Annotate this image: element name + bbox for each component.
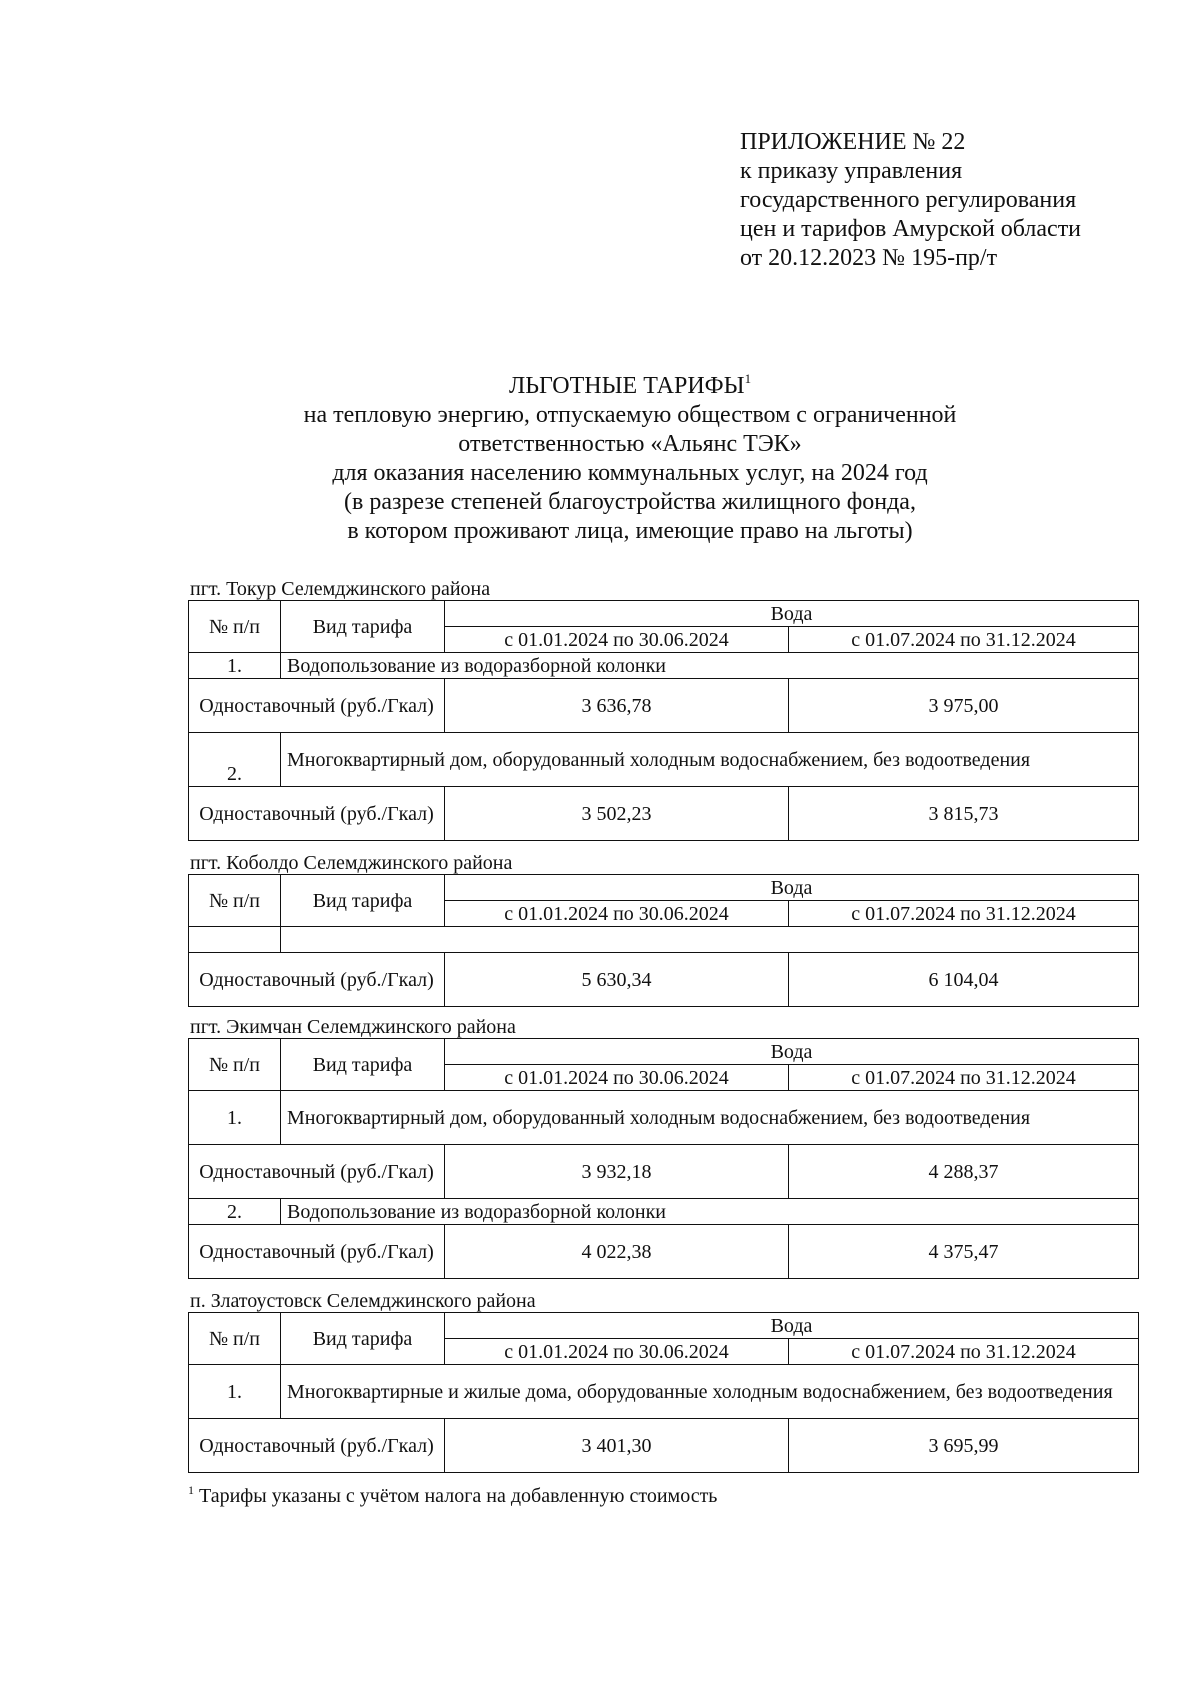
section-zlatoustovsk <box>188 1290 1138 1473</box>
tariff-table <box>188 600 1139 841</box>
row-number: 1. <box>189 1091 281 1145</box>
section-koboldo <box>188 852 1138 1007</box>
table-row <box>189 1199 1139 1225</box>
row-category: Многоквартирный дом, оборудованный холодным водоснабжением, без водоотведения <box>281 1091 1139 1145</box>
footnote <box>188 1484 717 1508</box>
tariff-table <box>188 1312 1139 1473</box>
header-kind: Вид тарифа <box>281 601 445 653</box>
title-line: в котором проживают лица, имеющие право на льготы) <box>347 518 913 544</box>
header-period2: с 01.07.2024 по 31.12.2024 <box>789 1065 1139 1091</box>
footnote-mark: 1 <box>188 1483 194 1497</box>
row-number: 1. <box>189 1365 281 1419</box>
tariff-table <box>188 874 1139 1007</box>
tariff-value: 3 695,99 <box>789 1419 1139 1473</box>
title-line: на тепловую энергию, отпускаемую обществом с ограниченной <box>303 402 957 428</box>
document-title <box>180 372 1080 546</box>
tariff-table <box>188 1038 1139 1279</box>
tariff-value: 5 630,34 <box>445 953 789 1007</box>
title-line: для оказания населению коммунальных услуг, на 2024 год <box>332 460 928 486</box>
table-row <box>189 1365 1139 1419</box>
header-period1: с 01.01.2024 по 30.06.2024 <box>445 901 789 927</box>
header-num: № п/п <box>189 1313 281 1365</box>
row-number <box>189 927 281 953</box>
title-line: ответственностью «Альянс ТЭК» <box>458 431 802 457</box>
tariff-type: Одноставочный (руб./Гкал) <box>189 787 445 841</box>
section-caption: пгт. Экимчан Селемджинского района <box>190 1016 516 1038</box>
header-num: № п/п <box>189 1039 281 1091</box>
appendix-line: государственного регулирования <box>740 187 1077 213</box>
header-period1: с 01.01.2024 по 30.06.2024 <box>445 627 789 653</box>
header-period2: с 01.07.2024 по 31.12.2024 <box>789 901 1139 927</box>
appendix-line: к приказу управления <box>740 158 963 184</box>
title-line: (в разрезе степеней благоустройства жилищного фонда, <box>344 489 916 515</box>
header-water: Вода <box>445 875 1139 901</box>
row-category: Многоквартирные и жилые дома, оборудованные холодным водоснабжением, без водоотведения <box>281 1365 1139 1419</box>
table-row <box>189 679 1139 733</box>
table-row <box>189 953 1139 1007</box>
title-heading: ЛЬГОТНЫЕ ТАРИФЫ$^1$ <box>508 371 752 399</box>
section-tokur <box>188 578 1138 841</box>
appendix-line: цен и тарифов Амурской области <box>740 216 1082 242</box>
header-period2: с 01.07.2024 по 31.12.2024 <box>789 627 1139 653</box>
tariff-type: Одноставочный (руб./Гкал) <box>189 679 445 733</box>
row-category: Водопользование из водоразборной колонки <box>281 653 1139 679</box>
section-caption: пгт. Токур Селемджинского района <box>190 578 491 600</box>
table-row <box>189 787 1139 841</box>
tariff-value: 4 375,47 <box>789 1225 1139 1279</box>
section-caption: пгт. Коболдо Селемджинского района <box>190 852 513 874</box>
table-header-row <box>189 1313 1139 1339</box>
tariff-value: 3 975,00 <box>789 679 1139 733</box>
tariff-value: 4 022,38 <box>445 1225 789 1279</box>
table-row <box>189 1419 1139 1473</box>
header-num: № п/п <box>189 875 281 927</box>
table-row <box>189 733 1139 787</box>
tariff-value: 3 636,78 <box>445 679 789 733</box>
row-category <box>281 927 1139 953</box>
footnote-text: Тарифы указаны с учётом налога на добавленную стоимость <box>199 1485 718 1507</box>
tariff-value: 3 502,23 <box>445 787 789 841</box>
table-header-row <box>189 601 1139 627</box>
header-num: № п/п <box>189 601 281 653</box>
header-water: Вода <box>445 1039 1139 1065</box>
table-row <box>189 927 1139 953</box>
table-header-row <box>189 875 1139 901</box>
appendix-block <box>740 128 1180 273</box>
appendix-number: ПРИЛОЖЕНИЕ № 22 <box>740 129 966 155</box>
table-row <box>189 1091 1139 1145</box>
row-category: Многоквартирный дом, оборудованный холодным водоснабжением, без водоотведения <box>281 733 1139 787</box>
table-row <box>189 1225 1139 1279</box>
tariff-type: Одноставочный (руб./Гкал) <box>189 1225 445 1279</box>
header-period2: с 01.07.2024 по 31.12.2024 <box>789 1339 1139 1365</box>
footnote-mark: 1 <box>744 371 752 386</box>
tariff-type: Одноставочный (руб./Гкал) <box>189 1419 445 1473</box>
tariff-type: Одноставочный (руб./Гкал) <box>189 1145 445 1199</box>
table-header-row <box>189 1039 1139 1065</box>
row-category: Водопользование из водоразборной колонки <box>281 1199 1139 1225</box>
tariff-type: Одноставочный (руб./Гкал) <box>189 953 445 1007</box>
header-kind: Вид тарифа <box>281 1039 445 1091</box>
tariff-value: 3 815,73 <box>789 787 1139 841</box>
row-number: 2. <box>189 1199 281 1225</box>
row-number: 1. <box>189 653 281 679</box>
header-water: Вода <box>445 1313 1139 1339</box>
section-ekimchan <box>188 1016 1138 1279</box>
header-water: Вода <box>445 601 1139 627</box>
header-period1: с 01.01.2024 по 30.06.2024 <box>445 1339 789 1365</box>
tariff-value: 6 104,04 <box>789 953 1139 1007</box>
section-caption: п. Златоустовск Селемджинского района <box>190 1290 536 1312</box>
tariff-value: 3 401,30 <box>445 1419 789 1473</box>
tariff-value: 4 288,37 <box>789 1145 1139 1199</box>
header-kind: Вид тарифа <box>281 875 445 927</box>
header-kind: Вид тарифа <box>281 1313 445 1365</box>
table-row <box>189 653 1139 679</box>
appendix-order-ref: от 20.12.2023 № 195-пр/т <box>740 245 998 271</box>
tariff-value: 3 932,18 <box>445 1145 789 1199</box>
row-number: 2. <box>189 733 281 787</box>
table-row <box>189 1145 1139 1199</box>
header-period1: с 01.01.2024 по 30.06.2024 <box>445 1065 789 1091</box>
